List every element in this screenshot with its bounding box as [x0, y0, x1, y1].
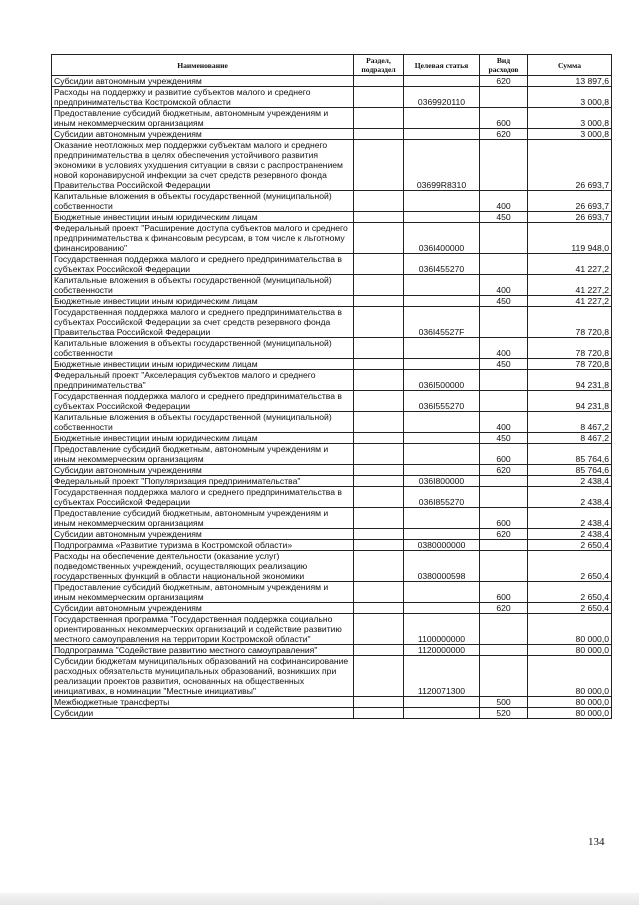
row-expense-type: 620 [480, 529, 528, 540]
row-name: Государственная поддержка малого и среднего предпринимательства в субъектах Российской Федерации за счет средств резервного фонда Правительства Российской Федерации [52, 307, 354, 338]
row-target-code: 1120000000 [404, 645, 480, 656]
row-name: Субсидии бюджетам муниципальных образований на софинансирование расходных обязательств муниципальных образований, возникших при реализации проектов развития, основанных на общественных инициативах, в номинации "Местные инициативы" [52, 656, 354, 697]
row-name: Капитальные вложения в объекты государственной (муниципальной) собственности [52, 275, 354, 296]
row-name: Капитальные вложения в объекты государственной (муниципальной) собственности [52, 191, 354, 212]
row-name: Бюджетные инвестиции иным юридическим лицам [52, 433, 354, 444]
row-section [354, 338, 404, 359]
row-sum: 2 438,4 [528, 508, 612, 529]
table-header-row [52, 55, 612, 76]
row-section [354, 433, 404, 444]
table-row [52, 465, 612, 476]
row-name: Субсидии автономным учреждениям [52, 603, 354, 614]
table-row [52, 391, 612, 412]
row-name: Подпрограмма «Развитие туризма в Костромской области» [52, 540, 354, 551]
row-section [354, 140, 404, 191]
row-expense-type: 620 [480, 465, 528, 476]
row-target-code [404, 129, 480, 140]
row-target-code: 036I455270 [404, 254, 480, 275]
row-target-code [404, 508, 480, 529]
row-section [354, 582, 404, 603]
row-name: Федеральный проект "Популяризация предпринимательства" [52, 476, 354, 487]
row-expense-type [480, 656, 528, 697]
row-name: Федеральный проект "Расширение доступа субъектов малого и среднего предпринимательства к финансовым ресурсам, в том числе к льготному финансированию" [52, 223, 354, 254]
row-target-code: 036I500000 [404, 370, 480, 391]
row-sum: 80 000,0 [528, 645, 612, 656]
row-section [354, 645, 404, 656]
row-section [354, 465, 404, 476]
row-name: Государственная программа "Государственная поддержка социально ориентированных некоммерческих организаций и содействие развитию местного самоуправления на территории Костромской области" [52, 614, 354, 645]
row-sum: 80 000,0 [528, 656, 612, 697]
row-expense-type [480, 540, 528, 551]
row-section [354, 108, 404, 129]
row-section [354, 391, 404, 412]
row-target-code: 036I555270 [404, 391, 480, 412]
table-row [52, 338, 612, 359]
row-sum: 2 438,4 [528, 529, 612, 540]
row-sum: 85 764,6 [528, 444, 612, 465]
row-expense-type: 620 [480, 603, 528, 614]
table-row [52, 275, 612, 296]
row-section [354, 212, 404, 223]
row-target-code [404, 697, 480, 708]
row-expense-type [480, 140, 528, 191]
table-row [52, 697, 612, 708]
table-row [52, 76, 612, 87]
row-target-code [404, 108, 480, 129]
table-row [52, 508, 612, 529]
row-name: Государственная поддержка малого и среднего предпринимательства в субъектах Российской Федерации [52, 254, 354, 275]
page-edge [0, 893, 639, 905]
row-section [354, 697, 404, 708]
row-expense-type [480, 223, 528, 254]
row-name: Субсидии автономным учреждениям [52, 529, 354, 540]
budget-table [51, 54, 612, 719]
row-target-code: 036I855270 [404, 487, 480, 508]
row-target-code: 0380000000 [404, 540, 480, 551]
row-expense-type [480, 307, 528, 338]
row-name: Межбюджетные трансферты [52, 697, 354, 708]
row-name: Расходы на обеспечение деятельности (оказание услуг) подведомственных учреждений, осуществляющих реализацию государственных функций в области национальной экономики [52, 551, 354, 582]
row-target-code [404, 296, 480, 307]
row-section [354, 444, 404, 465]
row-section [354, 476, 404, 487]
row-target-code: 1120071300 [404, 656, 480, 697]
row-section [354, 359, 404, 370]
row-expense-type: 450 [480, 433, 528, 444]
row-expense-type: 400 [480, 412, 528, 433]
table-row [52, 645, 612, 656]
row-sum: 78 720,8 [528, 359, 612, 370]
row-name: Подпрограмма "Содействие развитию местного самоуправления" [52, 645, 354, 656]
row-section [354, 603, 404, 614]
row-target-code [404, 465, 480, 476]
header-sum: Сумма [528, 55, 612, 76]
row-target-code: 0380000598 [404, 551, 480, 582]
row-expense-type: 450 [480, 359, 528, 370]
table-row [52, 191, 612, 212]
row-section [354, 87, 404, 108]
row-expense-type [480, 254, 528, 275]
row-section [354, 275, 404, 296]
table-row [52, 529, 612, 540]
row-section [354, 708, 404, 719]
row-name: Субсидии автономным учреждениям [52, 129, 354, 140]
row-section [354, 656, 404, 697]
row-section [354, 76, 404, 87]
row-sum: 80 000,0 [528, 697, 612, 708]
row-sum: 41 227,2 [528, 275, 612, 296]
row-sum: 78 720,8 [528, 307, 612, 338]
row-sum: 13 897,6 [528, 76, 612, 87]
row-section [354, 551, 404, 582]
row-name: Бюджетные инвестиции иным юридическим лицам [52, 212, 354, 223]
row-section [354, 540, 404, 551]
row-section [354, 370, 404, 391]
row-target-code [404, 582, 480, 603]
header-name: Наименование [52, 55, 354, 76]
row-target-code [404, 212, 480, 223]
row-sum: 80 000,0 [528, 614, 612, 645]
table-row [52, 359, 612, 370]
table-row [52, 603, 612, 614]
table-row [52, 307, 612, 338]
row-target-code: 036I800000 [404, 476, 480, 487]
row-sum: 2 650,4 [528, 551, 612, 582]
table-row [52, 551, 612, 582]
row-target-code [404, 412, 480, 433]
row-target-code [404, 708, 480, 719]
row-name: Капитальные вложения в объекты государственной (муниципальной) собственности [52, 338, 354, 359]
row-expense-type: 600 [480, 108, 528, 129]
row-target-code: 036I400000 [404, 223, 480, 254]
row-expense-type: 400 [480, 191, 528, 212]
row-name: Субсидии автономным учреждениям [52, 76, 354, 87]
table-row [52, 582, 612, 603]
page-number: 134 [588, 836, 605, 848]
row-expense-type: 450 [480, 296, 528, 307]
table-row [52, 708, 612, 719]
row-section [354, 529, 404, 540]
row-target-code [404, 275, 480, 296]
row-name: Оказание неотложных мер поддержки субъектам малого и среднего предпринимательства в целях обеспечения устойчивого развития экономики в условиях ухудшения ситуации в связи с распространением новой коронавирусной инфекции за счет средств резервного фонда Правительства Российской Федерации [52, 140, 354, 191]
row-sum: 94 231,8 [528, 391, 612, 412]
row-sum: 2 438,4 [528, 476, 612, 487]
row-name: Предоставление субсидий бюджетным, автономным учреждениям и иным некоммерческим организациям [52, 108, 354, 129]
table-row [52, 108, 612, 129]
row-expense-type: 620 [480, 129, 528, 140]
row-sum: 41 227,2 [528, 296, 612, 307]
row-expense-type: 600 [480, 582, 528, 603]
row-expense-type [480, 551, 528, 582]
table-row [52, 412, 612, 433]
row-sum: 8 467,2 [528, 412, 612, 433]
row-expense-type: 500 [480, 697, 528, 708]
row-target-code [404, 603, 480, 614]
row-name: Государственная поддержка малого и среднего предпринимательства в субъектах Российской Федерации [52, 487, 354, 508]
row-sum: 41 227,2 [528, 254, 612, 275]
row-expense-type: 600 [480, 508, 528, 529]
table-row [52, 296, 612, 307]
header-target: Целевая статья [404, 55, 480, 76]
table-row [52, 656, 612, 697]
row-target-code [404, 359, 480, 370]
row-target-code: 036I45527F [404, 307, 480, 338]
row-target-code: 03699R8310 [404, 140, 480, 191]
row-expense-type [480, 391, 528, 412]
row-section [354, 191, 404, 212]
row-expense-type: 400 [480, 275, 528, 296]
row-sum: 2 650,4 [528, 540, 612, 551]
row-expense-type: 600 [480, 444, 528, 465]
table-row [52, 212, 612, 223]
row-sum: 26 693,7 [528, 191, 612, 212]
row-expense-type [480, 476, 528, 487]
table-row [52, 433, 612, 444]
table-row [52, 254, 612, 275]
row-sum: 8 467,2 [528, 433, 612, 444]
table-row [52, 223, 612, 254]
row-expense-type [480, 487, 528, 508]
row-sum: 3 000,8 [528, 87, 612, 108]
row-section [354, 223, 404, 254]
row-expense-type: 400 [480, 338, 528, 359]
row-sum: 3 000,8 [528, 108, 612, 129]
row-sum: 2 650,4 [528, 582, 612, 603]
row-target-code: 0369920110 [404, 87, 480, 108]
table-row [52, 614, 612, 645]
header-type: Вид расходов [480, 55, 528, 76]
row-section [354, 296, 404, 307]
row-section [354, 412, 404, 433]
row-name: Субсидии [52, 708, 354, 719]
row-target-code [404, 338, 480, 359]
row-target-code [404, 529, 480, 540]
row-target-code: 1100000000 [404, 614, 480, 645]
row-name: Предоставление субсидий бюджетным, автономным учреждениям и иным некоммерческим организациям [52, 508, 354, 529]
row-target-code [404, 433, 480, 444]
row-name: Государственная поддержка малого и среднего предпринимательства в субъектах Российской Федерации [52, 391, 354, 412]
row-target-code [404, 76, 480, 87]
row-sum: 80 000,0 [528, 708, 612, 719]
row-sum: 94 231,8 [528, 370, 612, 391]
row-target-code [404, 444, 480, 465]
row-name: Предоставление субсидий бюджетным, автономным учреждениям и иным некоммерческим организациям [52, 444, 354, 465]
row-expense-type: 520 [480, 708, 528, 719]
row-sum: 3 000,8 [528, 129, 612, 140]
row-target-code [404, 191, 480, 212]
table-row [52, 129, 612, 140]
table-row [52, 444, 612, 465]
row-sum: 78 720,8 [528, 338, 612, 359]
row-sum: 85 764,6 [528, 465, 612, 476]
row-sum: 119 948,0 [528, 223, 612, 254]
row-expense-type: 620 [480, 76, 528, 87]
row-expense-type [480, 614, 528, 645]
row-section [354, 307, 404, 338]
table-row [52, 140, 612, 191]
row-name: Капитальные вложения в объекты государственной (муниципальной) собственности [52, 412, 354, 433]
table-row [52, 540, 612, 551]
row-sum: 2 650,4 [528, 603, 612, 614]
row-name: Расходы на поддержку и развитие субъектов малого и среднего предпринимательства Костромской области [52, 87, 354, 108]
row-name: Бюджетные инвестиции иным юридическим лицам [52, 296, 354, 307]
row-section [354, 487, 404, 508]
row-sum: 2 438,4 [528, 487, 612, 508]
row-name: Субсидии автономным учреждениям [52, 465, 354, 476]
row-section [354, 129, 404, 140]
row-section [354, 614, 404, 645]
table-row [52, 487, 612, 508]
table-row [52, 476, 612, 487]
table-row [52, 370, 612, 391]
row-section [354, 508, 404, 529]
row-expense-type: 450 [480, 212, 528, 223]
row-expense-type [480, 370, 528, 391]
row-name: Предоставление субсидий бюджетным, автономным учреждениям и иным некоммерческим организациям [52, 582, 354, 603]
row-section [354, 254, 404, 275]
row-sum: 26 693,7 [528, 140, 612, 191]
row-expense-type [480, 645, 528, 656]
row-sum: 26 693,7 [528, 212, 612, 223]
row-name: Федеральный проект "Акселерация субъектов малого и среднего предпринимательства" [52, 370, 354, 391]
table-row [52, 87, 612, 108]
row-expense-type [480, 87, 528, 108]
row-name: Бюджетные инвестиции иным юридическим лицам [52, 359, 354, 370]
header-section: Раздел, подраздел [354, 55, 404, 76]
